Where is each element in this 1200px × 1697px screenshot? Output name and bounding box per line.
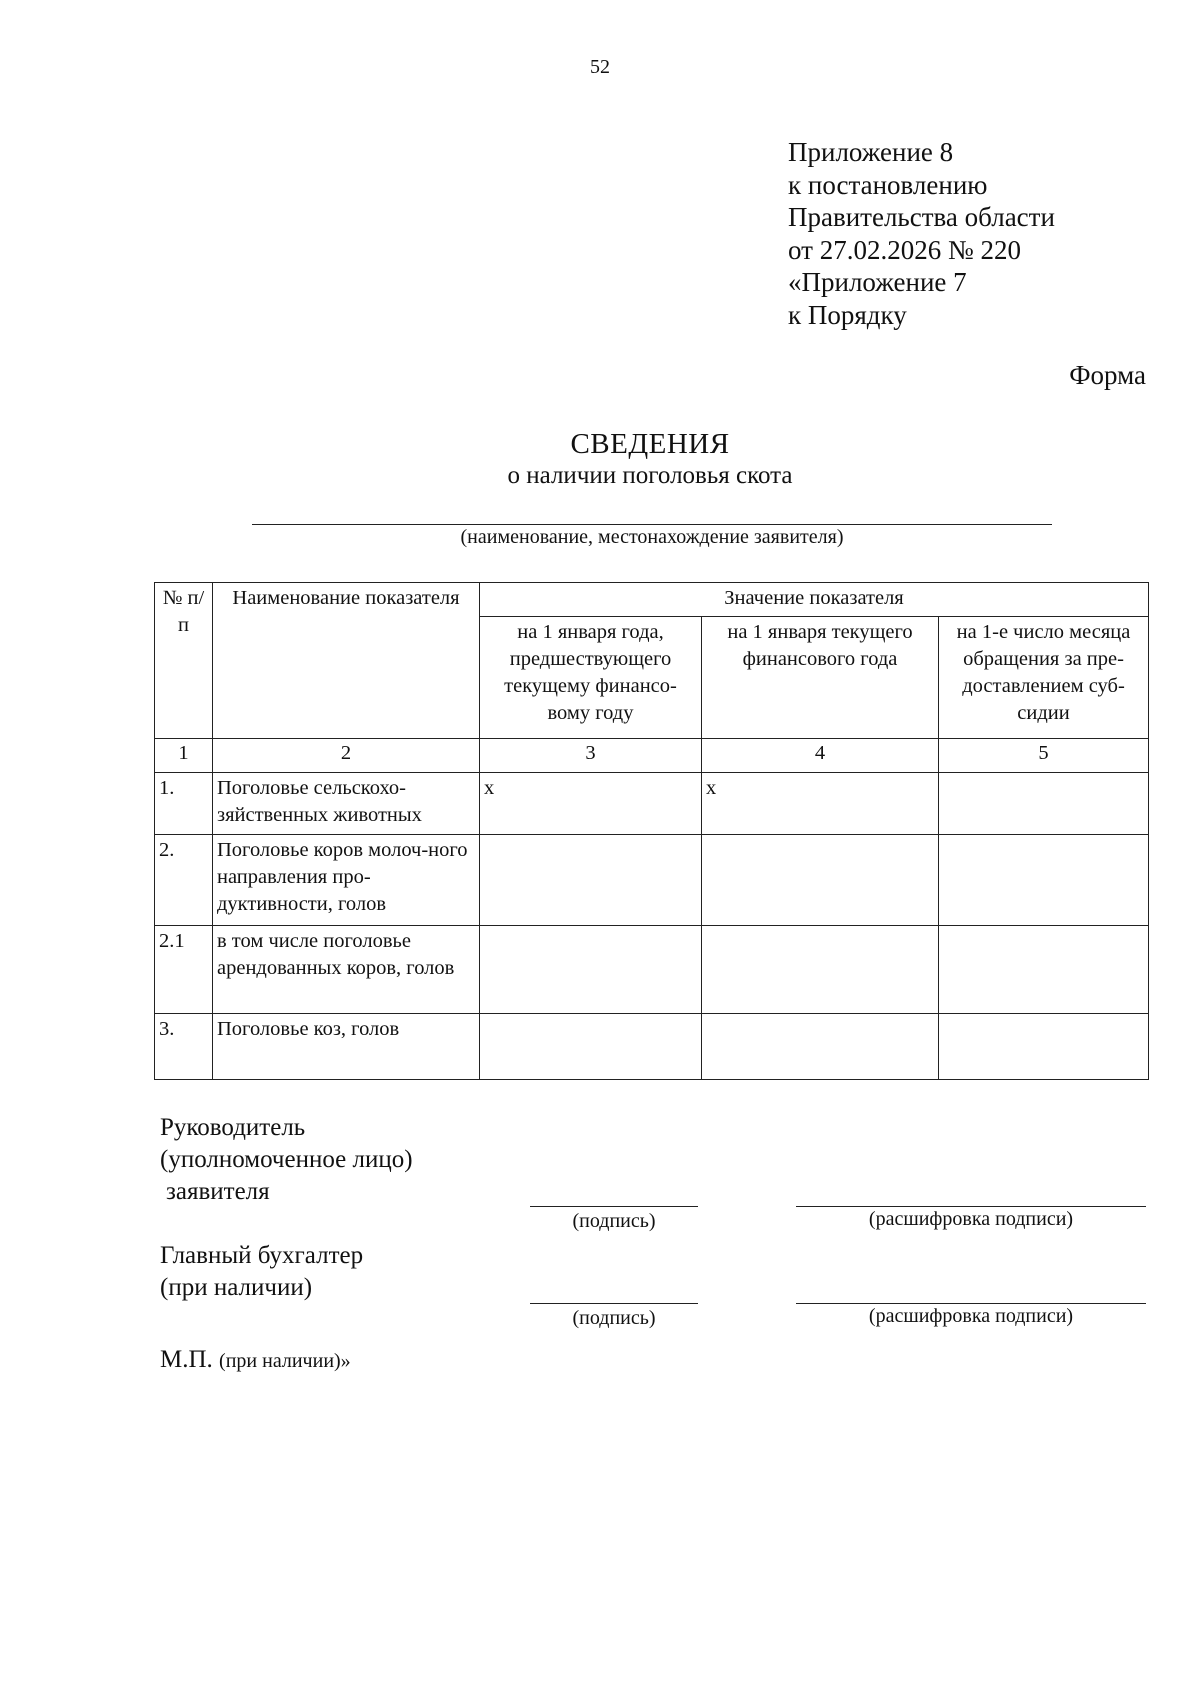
header-value-group: Значение показателя — [480, 583, 1149, 617]
applicant-fill-line — [252, 524, 1052, 525]
row-indicator-name: Поголовье коз, голов — [213, 1014, 480, 1080]
column-number: 2 — [213, 739, 480, 773]
head-decoding-line — [796, 1206, 1146, 1207]
row-value-col3 — [480, 835, 702, 926]
column-number: 1 — [155, 739, 213, 773]
table-row — [155, 835, 1149, 926]
table-header-row — [155, 583, 1149, 617]
column-number: 4 — [702, 739, 939, 773]
head-signature-caption: (подпись) — [572, 1210, 656, 1232]
appendix-line: «Приложение 7 — [788, 267, 967, 297]
column-numbers-row — [155, 739, 1149, 773]
header-col4: на 1 января текущего финансового года — [702, 617, 939, 739]
appendix-line: Приложение 8 — [788, 137, 954, 167]
table-row — [155, 773, 1149, 835]
row-value-col4 — [702, 835, 939, 926]
row-value-col5 — [939, 1014, 1149, 1080]
document-title: СВЕДЕНИЯ — [570, 428, 730, 460]
header-number: № п/п — [155, 583, 213, 739]
accountant-line: Главный бухгалтер — [160, 1242, 364, 1269]
accountant-signature-line — [530, 1303, 698, 1304]
row-value-col4: x — [702, 773, 939, 835]
table-row — [155, 926, 1149, 1014]
row-indicator-name: в том числе поголовье арендованных коров, голов — [213, 926, 480, 1014]
head-line: заявителя — [166, 1178, 270, 1205]
accountant-decoding-line — [796, 1303, 1146, 1304]
row-indicator-name: Поголовье коров молоч-ного направления про-дуктивности, голов — [213, 835, 480, 926]
row-value-col4 — [702, 1014, 939, 1080]
appendix-line: к Порядку — [788, 299, 907, 330]
row-value-col4 — [702, 926, 939, 1014]
head-title-block — [160, 1112, 413, 1208]
row-number: 3. — [155, 1014, 213, 1080]
header-col3: на 1 января года, предшествующего текущему финансо-вому году — [480, 617, 702, 739]
row-value-col5 — [939, 835, 1149, 926]
accountant-decoding-caption: (расшифровка подписи) — [868, 1305, 1074, 1327]
row-value-col5 — [939, 926, 1149, 1014]
header-col5: на 1-е число месяца обращения за пре-доставлением суб-сидии — [939, 617, 1149, 739]
appendix-line: к постановлению — [788, 169, 988, 200]
table-row — [155, 1014, 1149, 1080]
stamp-qualifier: (при наличии)» — [219, 1350, 351, 1372]
head-line: Руководитель — [160, 1114, 306, 1141]
form-label: Форма — [1069, 360, 1146, 390]
row-number: 1. — [155, 773, 213, 835]
head-line: (уполномоченное лицо) — [160, 1146, 413, 1173]
appendix-line: Правительства области — [788, 202, 1055, 232]
row-number: 2. — [155, 835, 213, 926]
column-number: 3 — [480, 739, 702, 773]
appendix-line: от 27.02.2026 № 220 — [788, 234, 1021, 265]
stamp-note — [160, 1346, 351, 1374]
row-value-col3 — [480, 1014, 702, 1080]
head-decoding-caption: (расшифровка подписи) — [868, 1208, 1074, 1230]
document-subtitle: о наличии поголовья скота — [507, 462, 793, 489]
row-value-col3: x — [480, 773, 702, 835]
applicant-caption: (наименование, местонахождение заявителя) — [460, 526, 844, 548]
row-indicator-name: Поголовье сельскохо-зяйственных животных — [213, 773, 480, 835]
accountant-line: (при наличии) — [160, 1274, 313, 1301]
accountant-signature-caption: (подпись) — [572, 1307, 656, 1329]
header-indicator-name: Наименование показателя — [213, 583, 480, 739]
stamp-main: М.П. — [160, 1346, 213, 1373]
row-value-col3 — [480, 926, 702, 1014]
row-number: 2.1 — [155, 926, 213, 1014]
appendix-block — [788, 136, 1055, 331]
accountant-title-block — [160, 1240, 363, 1304]
head-signature-line — [530, 1206, 698, 1207]
page-number: 52 — [590, 56, 610, 78]
row-value-col5 — [939, 773, 1149, 835]
column-number: 5 — [939, 739, 1149, 773]
livestock-table — [154, 582, 1149, 1080]
